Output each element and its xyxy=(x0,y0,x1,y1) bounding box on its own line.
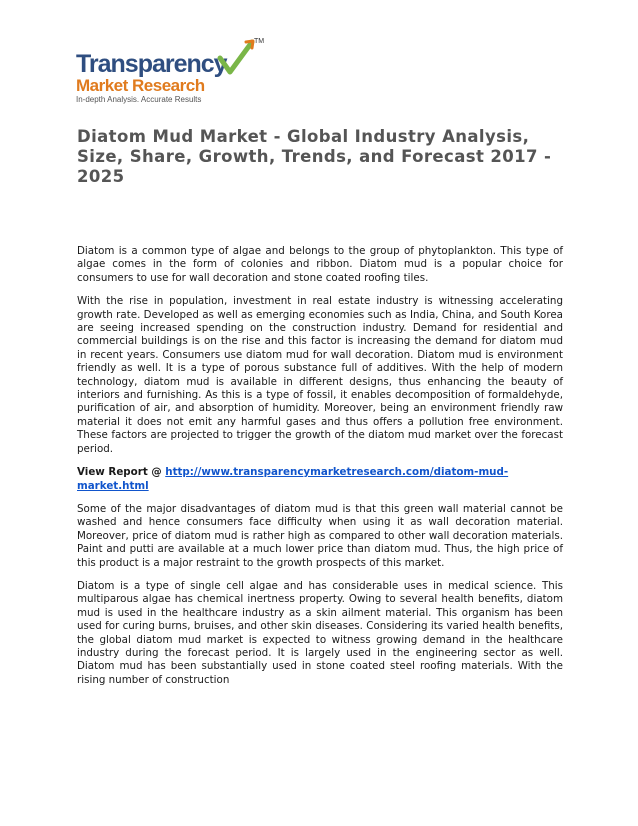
view-report-label: View Report @ xyxy=(77,466,166,479)
logo-checkmark-icon xyxy=(216,38,256,78)
paragraph-growth-drivers: With the rise in population, investment in real estate industry is witnessing accelerating growth rate. Developed as well as emerging economies such as India, China, and South Korea are seeing increased spending on the construction industry. Demand for residential and commercial buildings is on the rise and this factor is increasing the demand for diatom mud in recent years. Consumers use diatom mud for wall decoration. Diatom mud is environment friendly as well. It is a type of porous substance full of additives. With the help of modern technology, diatom mud is available in different designs, thus enhancing the beauty of interiors and furnishing. As this is a type of fossil, it enables decomposition of formaldehyde, purification of air, and absorption of humidity. Moreover, being an environment friendly raw material it does not emit any harmful gases and thus offers a pollution free environment. These factors are projected to trigger the growth of the diatom mud market over the forecast period. xyxy=(77,295,563,455)
paragraph-applications: Diatom is a type of single cell algae and has considerable uses in medical science. This multiparous algae has chemical inertness property. Owing to several health benefits, diatom mud is used in the healthcare industry as a skin ailment material. This organism has been used for curing burns, bruises, and other skin diseases. Considering its varied health benefits, the global diatom mud market is expected to witness growing demand in the healthcare industry during the forecast period. It is largely used in the engineering sector as well. Diatom mud has been substantially used in stone coated steel roofing materials. With the rising number of construction xyxy=(77,579,563,686)
paragraph-restraints: Some of the major disadvantages of diatom mud is that this green wall material cannot be washed and hence consumers face difficulty when using it as wall decoration material. Moreover, price of diatom mud is rather high as compared to other wall decoration materials. Paint and putti are available at a much lower price than diatom mud. Thus, the high price of this product is a major restraint to the growth prospects of this market. xyxy=(77,502,563,569)
logo-name-line1: Transparency xyxy=(76,50,227,78)
document-title: Diatom Mud Market - Global Industry Analysis, Size, Share, Growth, Trends, and Forecast 2017 - 2025 xyxy=(77,127,552,186)
document-body xyxy=(77,245,563,697)
logo-trademark: TM xyxy=(254,38,265,45)
company-logo xyxy=(76,38,266,110)
paragraph-intro: Diatom is a common type of algae and belongs to the group of phytoplankton. This type of algae comes in the form of colonies and ribbon. Diatom mud is a popular choice for consumers to use for wall decoration and stone coated roofing tiles. xyxy=(77,245,563,284)
logo-tagline: In-depth Analysis. Accurate Results xyxy=(76,95,202,104)
logo-name-line2: Market Research xyxy=(76,76,205,95)
view-report-link[interactable]: http://www.transparencymarketresearch.com/diatom-mud-market.html xyxy=(77,466,509,492)
view-report-line xyxy=(77,466,563,493)
